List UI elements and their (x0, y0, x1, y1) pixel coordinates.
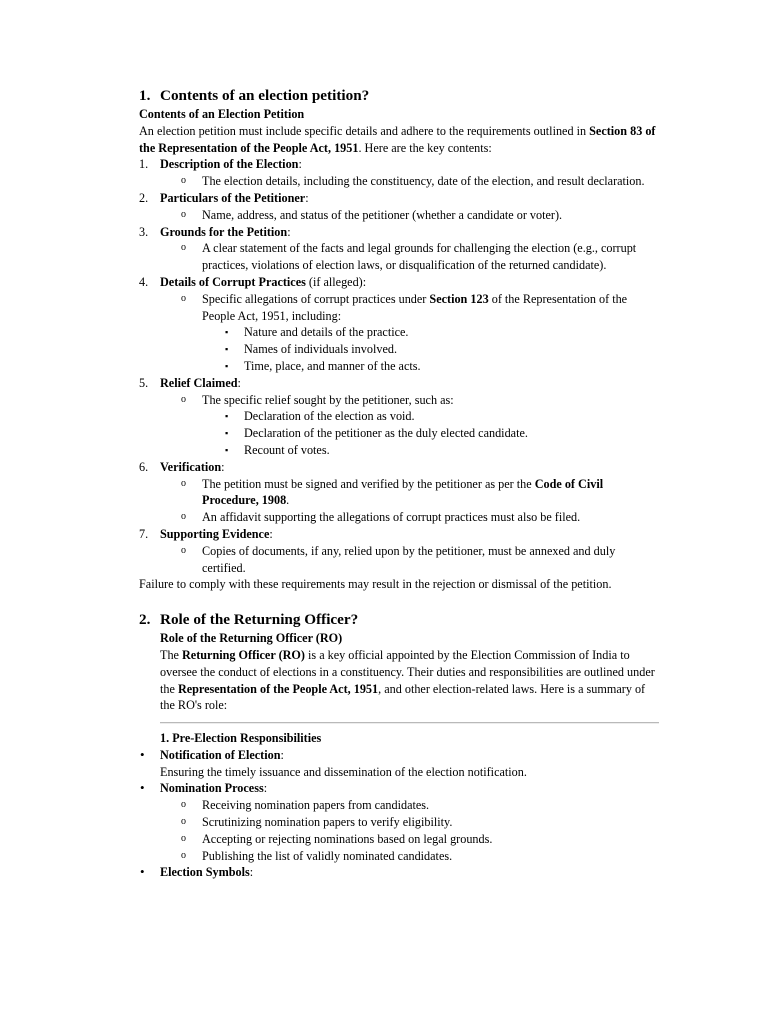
sub-list-item: o The specific relief sought by the petitioner, such as: (181, 392, 454, 407)
circle-bullet-icon: o (181, 175, 186, 187)
square-bullet-icon: ▪ (225, 444, 229, 455)
bullet-text: Ensuring the timely issuance and dissemination of the election notification. (160, 764, 527, 779)
square-bullet-icon: ▪ (225, 428, 229, 439)
circle-bullet-icon: o (181, 393, 186, 405)
square-bullet-icon: ▪ (225, 327, 229, 338)
square-bullet-icon: ▪ (225, 360, 229, 371)
section-1-heading: 1. Contents of an election petition? (139, 87, 370, 104)
bullet-icon: • (140, 864, 145, 880)
section-1-intro: An election petition must include specific details and adhere to the requirements outlined in Section 83 of the Representation of the People Act, 1951. Here are the key contents: (139, 123, 656, 155)
sub-list-item: o A clear statement of the facts and legal grounds for challenging the election (e.g., corrupt practices, violations of election laws, or disqualification of the returned candidate). (181, 241, 637, 273)
document-page (139, 86, 659, 881)
section-2-heading: 2. Role of the Returning Officer? (139, 611, 359, 629)
bullet-item: • Notification of Election: (140, 746, 284, 762)
sub-list-item: o The election details, including the constituency, date of the election, and result declaration. (181, 174, 645, 189)
sub-sub-list-item: ▪ Nature and details of the practice. (225, 325, 409, 340)
sub-sub-list-item: ▪ Declaration of the election as void. (225, 409, 415, 424)
circle-bullet-icon: o (181, 292, 186, 304)
sub-sub-list-item: ▪ Time, place, and manner of the acts. (225, 358, 421, 373)
pre-election-heading: 1. Pre-Election Responsibilities (160, 731, 322, 746)
sub-list-item: o Publishing the list of validly nominated candidates. (181, 848, 453, 863)
section-2-subtitle: Role of the Returning Officer (RO) (160, 631, 343, 646)
bullet-icon: • (140, 780, 145, 796)
circle-bullet-icon: o (181, 477, 186, 489)
list-item: 6. Verification: (139, 459, 225, 474)
bullet-item: • Election Symbols: (140, 864, 254, 880)
circle-bullet-icon: o (181, 816, 186, 828)
sub-list-item: o Copies of documents, if any, relied upon by the petitioner, must be annexed and duly certified. (181, 543, 616, 575)
circle-bullet-icon: o (181, 242, 186, 254)
section-2-paragraph: The Returning Officer (RO) is a key official appointed by the Election Commission of India to oversee the conduct of elections in a constituency. Their duties and responsibilities are outlined under the Representation of the People Act, 1951, and other election-related laws. Here is a summary of the RO's role: (160, 647, 655, 713)
square-bullet-icon: ▪ (225, 344, 229, 355)
square-bullet-icon: ▪ (225, 411, 229, 422)
circle-bullet-icon: o (181, 849, 186, 861)
list-item: 1. Description of the Election: (139, 157, 302, 172)
sub-sub-list-item: ▪ Names of individuals involved. (225, 342, 397, 357)
list-item: 2. Particulars of the Petitioner: (139, 190, 309, 205)
sub-list-item: o Scrutinizing nomination papers to verify eligibility. (181, 815, 453, 830)
sub-sub-list-item: ▪ Declaration of the petitioner as the duly elected candidate. (225, 426, 528, 441)
circle-bullet-icon: o (181, 511, 186, 523)
circle-bullet-icon: o (181, 208, 186, 220)
circle-bullet-icon: o (181, 544, 186, 556)
section-1-closing: Failure to comply with these requirements may result in the rejection or dismissal of the petition. (139, 577, 612, 592)
list-item: 3. Grounds for the Petition: (139, 224, 291, 239)
sub-list-item: o The petition must be signed and verified by the petitioner as per the Code of Civil Procedure, 1908. (181, 476, 604, 508)
section-1-subtitle: Contents of an Election Petition (139, 107, 305, 121)
sub-list-item: o Specific allegations of corrupt practices under Section 123 of the Representation of the People Act, 1951, including: (181, 291, 628, 323)
sub-list-item: o Accepting or rejecting nominations based on legal grounds. (181, 831, 493, 846)
sub-list-item: o Receiving nomination papers from candidates. (181, 798, 430, 813)
circle-bullet-icon: o (181, 832, 186, 844)
sub-sub-list-item: ▪ Recount of votes. (225, 442, 330, 457)
horizontal-divider (160, 722, 659, 724)
sub-list-item: o An affidavit supporting the allegations of corrupt practices must also be filed. (181, 510, 581, 525)
list-item: 4. Details of Corrupt Practices (if alleged): (139, 274, 367, 289)
bullet-icon: • (140, 746, 145, 762)
list-item: 7. Supporting Evidence: (139, 526, 273, 541)
bullet-item: • Nomination Process: (140, 780, 268, 796)
sub-list-item: o Name, address, and status of the petitioner (whether a candidate or voter). (181, 207, 563, 222)
circle-bullet-icon: o (181, 799, 186, 811)
list-item: 5. Relief Claimed: (139, 375, 241, 390)
